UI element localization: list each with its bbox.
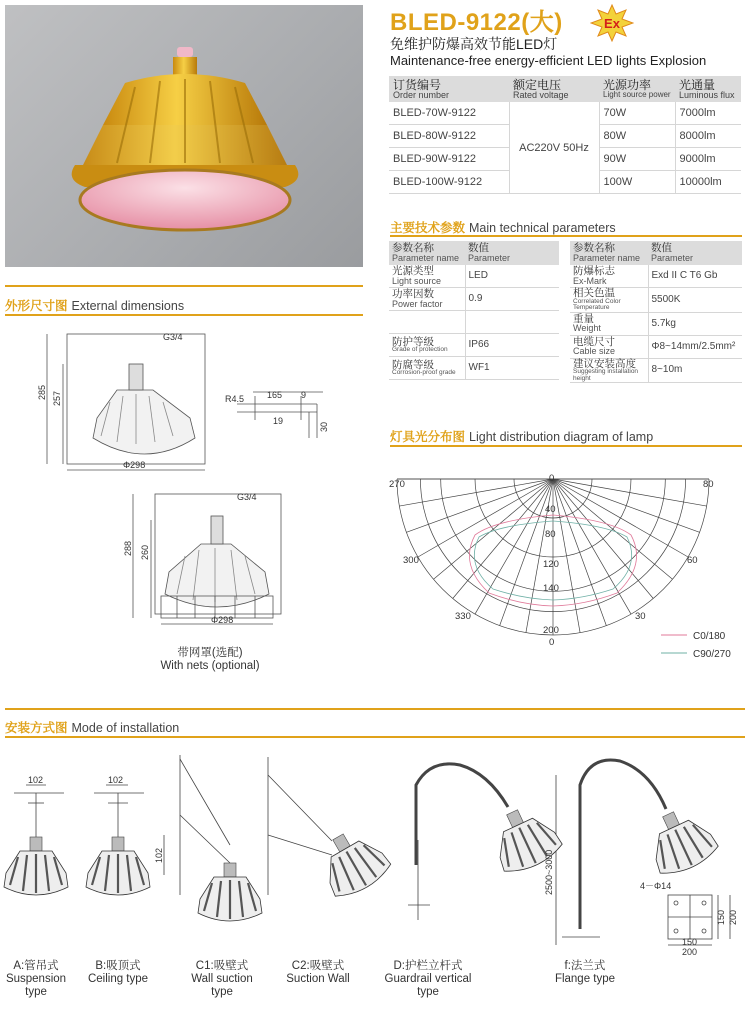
table-row [389, 102, 741, 125]
tech-col_val_en: Parameter [468, 252, 511, 263]
tech-table-right [570, 241, 742, 383]
dims-net_en: With nets (optional) [160, 660, 260, 673]
order-power: 100W [599, 171, 675, 194]
install-types-2-cn: C1:吸壁式 [195, 960, 249, 972]
table-row [570, 358, 742, 383]
d1-thread: G3/4 [163, 332, 183, 342]
order-model: BLED-90W-9122 [389, 148, 509, 171]
tech-left-0-cn: 光源类型 [392, 265, 434, 278]
order-flux: 9000lm [675, 148, 741, 171]
install-title_en: Mode of installation [71, 721, 180, 735]
lamp-suspension [4, 837, 68, 895]
net-caption [140, 647, 280, 673]
tech-right-2-en: Weight [573, 323, 601, 334]
d2-thread: G3/4 [237, 492, 257, 502]
tech-section-title [390, 218, 616, 236]
order-model: BLED-80W-9122 [389, 125, 509, 148]
tech-left-2-val [465, 311, 559, 334]
subtitle-en: Maintenance-free energy-efficient LED lights Explosion [390, 53, 707, 68]
install-types-4-cn: D:护栏立杆式 [393, 960, 463, 972]
tech-right-2-cn: 重量 [573, 312, 594, 325]
install-types-2-en: Wall suction type [191, 973, 253, 999]
radial-label: 40 [545, 504, 556, 515]
col-voltage-cn: 额定电压 [513, 77, 562, 92]
dims-section-title [5, 296, 184, 314]
tech-table-left [389, 241, 559, 380]
tech-right-0-val: Exd II C T6 Gb [648, 265, 742, 288]
tech-left-3-val: IP66 [465, 334, 559, 357]
angle-270: 270 [389, 479, 405, 490]
rated-voltage: AC220V 50Hz [509, 102, 599, 194]
col-order-cn: 订货编号 [393, 77, 442, 92]
dim-a: 102 [28, 775, 44, 785]
lamp-wall-c2 [310, 821, 394, 903]
order-model: BLED-70W-9122 [389, 102, 509, 125]
tech-title_cn: 主要技术参数 [390, 221, 466, 235]
tech-left-1-val: 0.9 [465, 288, 559, 311]
table-row [389, 357, 559, 380]
angle-300: 300 [403, 555, 419, 566]
radial-label: 80 [545, 529, 556, 540]
install-types-1-en: Ceiling type [87, 973, 149, 986]
install-type-f [540, 960, 630, 986]
table-row [570, 312, 742, 335]
col-order-en: Order number [393, 89, 450, 100]
flange-holes: 4－Φ14 [640, 881, 672, 891]
col-flux-en: Luminous flux [679, 89, 735, 100]
radial-label: 140 [543, 583, 559, 594]
ex-mark-text: Ex [604, 16, 620, 31]
install-types-0-cn: A:管吊式 [13, 960, 59, 972]
install-type-c1 [180, 960, 264, 1000]
tech-col_val_cn: 数值 [468, 242, 489, 255]
d1-h1: 285 [37, 384, 47, 400]
angle-0-top: 0 [549, 473, 555, 484]
install-type-a [0, 960, 72, 1000]
table-row [389, 288, 559, 311]
install-title_cn: 安装方式图 [5, 721, 68, 735]
install-types-3-cn: C2:吸壁式 [291, 960, 345, 972]
tech-left-3-cn: 防护等级 [392, 335, 434, 348]
lamp-photo-illustration [5, 5, 363, 267]
tech-left-1-cn: 功率因数 [392, 288, 434, 301]
d2-dia: Φ298 [211, 615, 234, 625]
dim-c: 102 [154, 847, 164, 863]
tech-left-0-val: LED [465, 265, 559, 288]
order-model: BLED-100W-9122 [389, 171, 509, 194]
tech-col_val_en: Parameter [651, 252, 694, 263]
tech-right-4-val: 8~10m [648, 358, 742, 383]
light-divider [390, 445, 742, 447]
polar-diagram [385, 465, 745, 665]
d2-h1: 288 [123, 540, 133, 556]
lamp-wall-c1 [198, 863, 262, 921]
install-types-0-en: Suspension type [5, 973, 67, 999]
col-voltage-en: Rated voltage [513, 89, 569, 100]
tech-title_en: Main technical parameters [469, 221, 616, 235]
install-type-b [80, 960, 156, 986]
dims-title_cn: 外形尺寸图 [5, 299, 68, 313]
bracket-w1: 165 [267, 390, 283, 400]
install-divider [5, 736, 745, 738]
bracket-h: 30 [319, 421, 329, 432]
angle-30: 30 [635, 611, 646, 622]
dims-divider [5, 314, 363, 316]
order-power: 90W [599, 148, 675, 171]
table-row [570, 335, 742, 358]
tech-left-4-cn: 防腐等级 [392, 358, 434, 371]
tech-col_name_cn: 参数名称 [573, 242, 615, 255]
light-title_cn: 灯具光分布图 [390, 430, 466, 444]
legend-c0: C0/180 [693, 631, 726, 642]
install-type-c2 [278, 960, 358, 986]
tech-left-4-val: WF1 [465, 357, 559, 380]
order-power: 80W [599, 125, 675, 148]
table-row [389, 311, 559, 334]
lamp-ceiling [86, 837, 150, 895]
install-types-1-cn: B:吸顶式 [95, 960, 141, 972]
table-row [389, 334, 559, 357]
radial-label: 200 [543, 625, 559, 636]
order-flux: 8000lm [675, 125, 741, 148]
light-title_en: Light distribution diagram of lamp [469, 430, 654, 444]
tech-right-0-cn: 防爆标志 [573, 265, 615, 278]
tech-left-3-en: Grade of protection [392, 346, 448, 353]
dims-net_cn: 带网罩(选配) [177, 647, 243, 659]
order-flux: 7000lm [675, 102, 741, 125]
legend-c90: C90/270 [693, 649, 731, 660]
light-section-title [390, 427, 653, 445]
flange-200w: 200 [682, 947, 698, 955]
angle-330: 330 [455, 611, 471, 622]
install-types-3-en: Suction Wall [286, 973, 350, 986]
dim-d: 2500~3000 [544, 849, 554, 895]
order-power: 70W [599, 102, 675, 125]
d1-dia: Φ298 [123, 460, 146, 470]
tech-left-0-en: Light source [392, 275, 442, 286]
install-section-title [5, 718, 179, 736]
install-types-5-en: Flange type [554, 973, 616, 986]
install-divider-top [5, 708, 745, 710]
tech-right-4-cn: 建议安装高度 [573, 357, 636, 370]
tech-col_val_cn: 数值 [651, 242, 672, 255]
installation-drawings [0, 745, 750, 955]
tech-right-2-val: 5.7kg [648, 312, 742, 335]
bracket-w2: 9 [301, 390, 307, 400]
tech-left-1-en: Power factor [392, 298, 443, 309]
lamp-flange [639, 801, 722, 881]
col-flux-cn: 光通量 [679, 77, 716, 92]
dimension-drawings [5, 320, 365, 690]
order-flux: 10000lm [675, 171, 741, 194]
tech-right-3-en: Cable size [573, 346, 616, 357]
tech-right-1-en: Correlated Color Temperature [573, 297, 621, 311]
ex-logo [590, 4, 634, 47]
d1-h2: 257 [52, 390, 62, 406]
bracket-w3: 19 [273, 416, 284, 426]
install-type-d [378, 960, 478, 1000]
col-power-cn: 光源功率 [603, 78, 652, 92]
flange-150h: 150 [716, 909, 726, 925]
order-table [389, 76, 741, 194]
tech-right-1-val: 5500K [648, 288, 742, 313]
tech-right-4-en: Suggesting installation height [573, 368, 639, 382]
install-types-4-en: Guardrail vertical type [384, 973, 472, 999]
tech-right-1-cn: 相关色温 [573, 287, 615, 299]
install-types-5-cn: f:法兰式 [564, 960, 606, 972]
product-photo [5, 5, 363, 267]
tech-col_name_en: Parameter name [573, 252, 641, 263]
table-row [570, 288, 742, 313]
tech-right-0-en: Ex-Mark [573, 275, 607, 286]
tech-col_name_cn: 参数名称 [392, 242, 434, 255]
product-title: BLED-9122(大) [390, 9, 563, 36]
tech-left-4-en: Corrosion-proof grade [392, 369, 456, 376]
tech-right-3-cn: 电缆尺寸 [573, 335, 615, 348]
tech-right-3-val: Φ8~14mm/2.5mm² [648, 335, 742, 358]
table-row [570, 265, 742, 288]
angle-0-bot: 0 [549, 637, 555, 648]
order-table-header [389, 76, 741, 102]
flange-200h: 200 [728, 909, 738, 925]
angle-80: 80 [703, 479, 714, 490]
radial-label: 120 [543, 559, 559, 570]
dims-divider-top [5, 285, 363, 287]
tech-col_name_en: Parameter name [392, 252, 460, 263]
bracket-r: R4.5 [225, 394, 245, 404]
tech-divider [390, 235, 742, 237]
dim-b: 102 [108, 775, 124, 785]
dims-title_en: External dimensions [71, 299, 185, 313]
subtitle-cn: 免维护防爆高效节能LED灯 [390, 36, 558, 52]
d2-h2: 260 [140, 544, 150, 560]
col-power-en: Light source power [603, 90, 671, 99]
angle-60: 60 [687, 555, 698, 566]
table-row [389, 265, 559, 288]
flange-150w: 150 [682, 937, 698, 947]
